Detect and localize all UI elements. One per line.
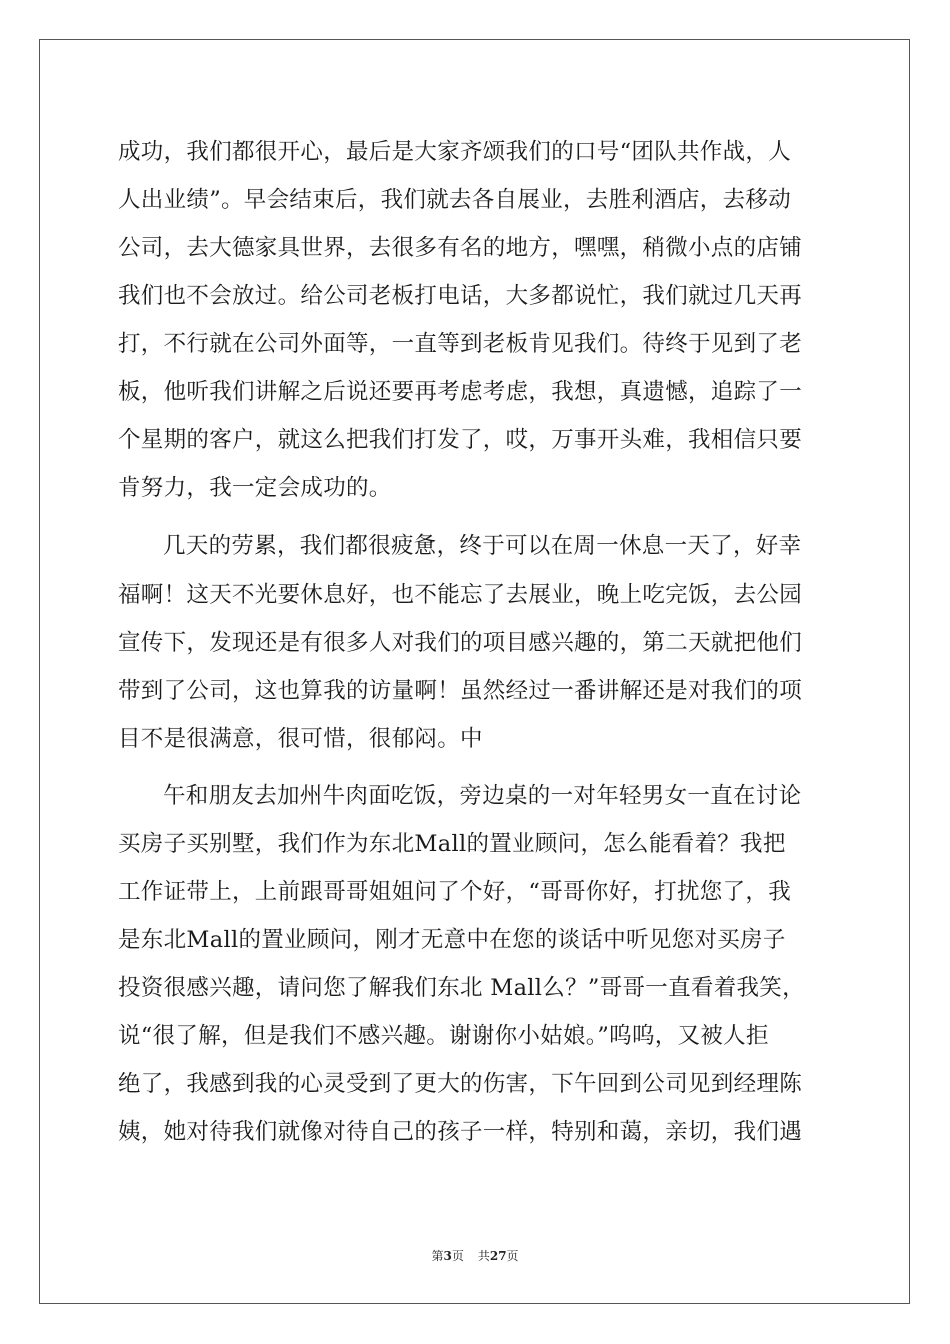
body-text-line: 打，不行就在公司外面等，一直等到老板肯见我们。待终于见到了老 [118, 331, 803, 357]
paragraph-first-line: 几天的劳累，我们都很疲惫，终于可以在周一休息一天了，好幸 [163, 533, 802, 559]
footer-total-pages: 27 [489, 1249, 507, 1263]
body-text-line: 公司，去大德家具世界，去很多有名的地方，嘿嘿，稍微小点的店铺 [118, 235, 803, 261]
body-text-line: 说“很了解，但是我们不感兴趣。谢谢你小姑娘。”呜呜，又被人拒 [118, 1023, 769, 1049]
footer-page-suffix: 页 [451, 1249, 464, 1263]
body-text-line: 目不是很满意，很可惜，很郁闷。中 [118, 726, 483, 752]
body-text-line: 工作证带上，上前跟哥哥姐姐问了个好，“哥哥你好，打扰您了，我 [118, 879, 792, 905]
body-text-line: 个星期的客户，就这么把我们打发了，哎，万事开头难，我相信只要 [118, 427, 803, 453]
footer-page-prefix: 第 [431, 1249, 444, 1263]
body-text-line: 是东北Mall的置业顾问，刚才无意中在您的谈话中听见您对买房子 [118, 927, 786, 953]
body-text-line: 我们也不会放过。给公司老板打电话，大多都说忙，我们就过几天再 [118, 283, 803, 309]
paragraph-first-line: 午和朋友去加州牛肉面吃饭，旁边桌的一对年轻男女一直在讨论 [163, 783, 802, 809]
body-text-line: 投资很感兴趣，请问您了解我们东北 Mall么？”哥哥一直看着我笑， [118, 975, 805, 1001]
body-text-line: 买房子买别墅，我们作为东北Mall的置业顾问，怎么能看着？我把 [118, 831, 786, 857]
body-text-line: 福啊！这天不光要休息好，也不能忘了去展业，晚上吃完饭，去公园 [118, 582, 803, 608]
body-text-line: 姨，她对待我们就像对待自己的孩子一样，特别和蔼，亲切，我们遇 [118, 1119, 803, 1145]
body-text-line: 宣传下，发现还是有很多人对我们的项目感兴趣的，第二天就把他们 [118, 630, 803, 656]
body-text-line: 肯努力，我一定会成功的。 [118, 475, 392, 501]
body-text-line: 绝了，我感到我的心灵受到了更大的伤害，下午回到公司见到经理陈 [118, 1071, 803, 1097]
footer-total-suffix: 页 [506, 1249, 519, 1263]
body-text-line: 人出业绩”。早会结束后，我们就去各自展业，去胜利酒店，去移动 [118, 187, 792, 213]
body-text-line: 板，他听我们讲解之后说还要再考虑考虑，我想，真遗憾，追踪了一 [118, 379, 803, 405]
page-border [39, 39, 910, 1304]
body-text-line: 成功，我们都很开心，最后是大家齐颂我们的口号“团队共作战，人 [118, 139, 792, 165]
footer-page-number: 3 [443, 1249, 452, 1263]
page-footer [0, 1248, 950, 1264]
footer-total-prefix: 共 [477, 1249, 490, 1263]
body-text-line: 带到了公司，这也算我的访量啊！虽然经过一番讲解还是对我们的项 [118, 678, 803, 704]
